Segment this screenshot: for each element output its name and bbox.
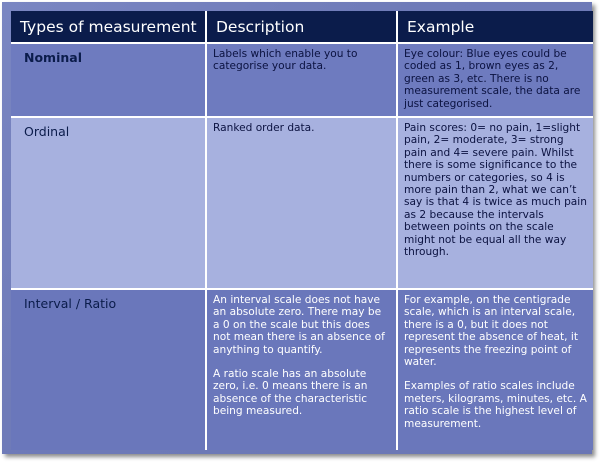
row-description-nominal bbox=[206, 43, 397, 117]
example-paragraph: Examples of ratio scales include meters, kilograms, minutes, etc. A ratio scale is the highest level of measurement. bbox=[404, 380, 587, 430]
row-description-ordinal bbox=[206, 117, 397, 289]
table-header-row bbox=[11, 11, 593, 43]
header-description: Description bbox=[206, 11, 397, 43]
header-example: Example bbox=[397, 11, 593, 43]
measurement-types-table bbox=[11, 11, 593, 450]
example-paragraph: For example, on the centigrade scale, which is an interval scale, there is a 0, but it does not represent the absence of heat, it represents the freezing point of water. bbox=[404, 294, 578, 369]
row-description-interval-ratio bbox=[206, 289, 397, 450]
row-label-interval-ratio: Interval / Ratio bbox=[11, 289, 206, 450]
description-paragraph: A ratio scale has an absolute zero, i.e. 0 means there is an absence of the characteristic being measured. bbox=[213, 368, 368, 418]
table-row-interval-ratio bbox=[11, 289, 593, 450]
row-example-nominal bbox=[397, 43, 593, 117]
example-paragraph: Pain scores: 0= no pain, 1=slight pain, 2= moderate, 3= strong pain and 4= severe pain. Whilst there is some significance to the numbers or categories, so 4 is more pain than 2, what we can’t say is that 4 is twice as much pain as 2 because the intervals between points on the scale might not be equal all the way through. bbox=[404, 122, 587, 259]
description-paragraph: An interval scale does not have an absolute zero. There may be a 0 on the scale but this does not mean there is an absence of anything to quantify. bbox=[213, 294, 385, 356]
table-row-nominal bbox=[11, 43, 593, 117]
description-paragraph: Labels which enable you to categorise your data. bbox=[213, 48, 358, 73]
row-label-nominal: Nominal bbox=[11, 43, 206, 117]
row-example-ordinal bbox=[397, 117, 593, 289]
table-row-ordinal bbox=[11, 117, 593, 289]
header-types-of-measurement: Types of measurement bbox=[11, 11, 206, 43]
slide-frame bbox=[2, 2, 592, 454]
description-paragraph: Ranked order data. bbox=[213, 122, 315, 134]
example-paragraph: Eye colour: Blue eyes could be coded as 1, brown eyes as 2, green as 3, etc. There is no measurement scale, the data are just categorised. bbox=[404, 48, 581, 110]
row-label-ordinal: Ordinal bbox=[11, 117, 206, 289]
row-example-interval-ratio bbox=[397, 289, 593, 450]
